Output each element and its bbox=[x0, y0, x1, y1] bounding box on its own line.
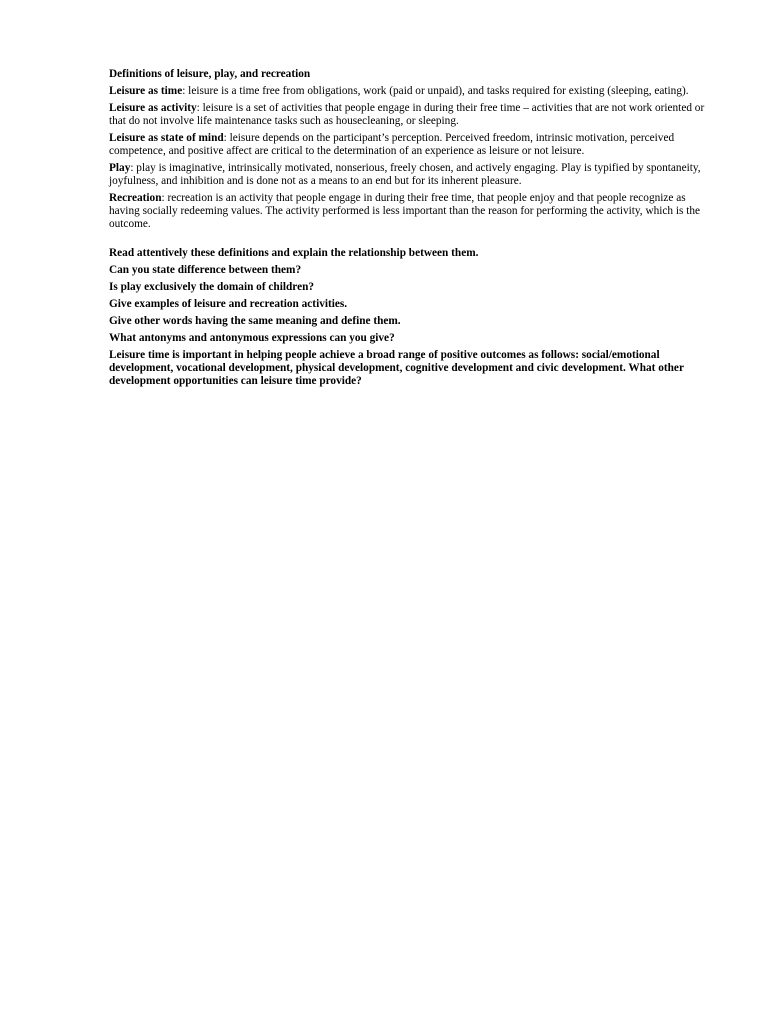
definitions-list bbox=[109, 85, 709, 231]
definition-term: Leisure as activity bbox=[109, 102, 197, 114]
question-item: Can you state difference between them? bbox=[109, 264, 302, 276]
question-item: Leisure time is important in helping people achieve a broad range of positive outcomes as follows: social/emotional development, vocational development, physical development, cognitive development and civic development. What other development opportunities can leisure time provide? bbox=[109, 349, 684, 387]
document-title: Definitions of leisure, play, and recreation bbox=[109, 68, 311, 80]
definition-term: Play bbox=[109, 162, 131, 174]
definition-leisure-as-state-of-mind bbox=[109, 132, 709, 158]
definition-term: Recreation bbox=[109, 192, 162, 204]
questions-list bbox=[109, 247, 709, 388]
definition-term: Leisure as state of mind bbox=[109, 132, 224, 144]
definition-term: Leisure as time bbox=[109, 85, 183, 97]
definition-text: : play is imaginative, intrinsically motivated, nonserious, freely chosen, and actively engaging. Play is typified by spontaneity, joyfulness, and inhibition and is done not as a means to an end but for its inherent pleasure. bbox=[109, 162, 701, 187]
question-item: Give examples of leisure and recreation activities. bbox=[109, 298, 348, 310]
definition-play bbox=[109, 162, 709, 188]
document-page bbox=[109, 68, 709, 392]
definition-text: : leisure is a set of activities that people engage in during their free time – activities that are not work oriented or that do not involve life maintenance tasks such as housecleaning, or sleeping. bbox=[109, 102, 705, 127]
definition-text: : leisure is a time free from obligations, work (paid or unpaid), and tasks required for existing (sleeping, eating). bbox=[182, 85, 689, 97]
definition-text: : recreation is an activity that people engage in during their free time, that people enjoy and that people recognize as having socially redeeming values. The activity performed is less important than the reason for performing the activity, which is the outcome. bbox=[109, 192, 701, 230]
question-item: Is play exclusively the domain of children? bbox=[109, 281, 315, 293]
definition-leisure-as-time bbox=[109, 85, 709, 98]
question-item: Read attentively these definitions and explain the relationship between them. bbox=[109, 247, 479, 259]
question-item: What antonyms and antonymous expressions can you give? bbox=[109, 332, 395, 344]
definition-text: : leisure depends on the participant’s perception. Perceived freedom, intrinsic motivation, perceived competence, and positive affect are critical to the determination of an experience as leisure or not leisure. bbox=[109, 132, 675, 157]
definition-leisure-as-activity bbox=[109, 102, 709, 128]
definition-recreation bbox=[109, 192, 709, 231]
question-item: Give other words having the same meaning and define them. bbox=[109, 315, 401, 327]
